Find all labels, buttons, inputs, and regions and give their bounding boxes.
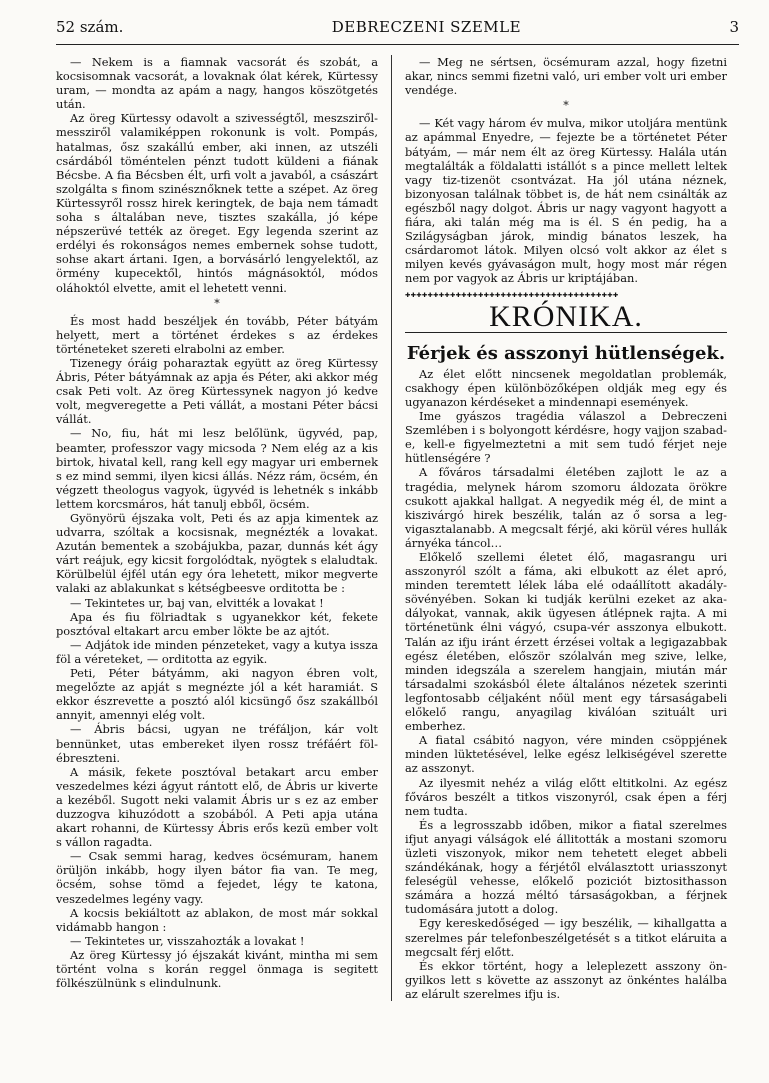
- paragraph: És most hadd beszéljek én tovább, Péter bátyám helyett, mert a történet érdekes s az érdekes történeteket szereti elrabolni az ember.: [56, 313, 378, 356]
- right-column: [391, 55, 727, 1001]
- issue-number: 52 szám.: [56, 18, 124, 36]
- left-column: [56, 55, 391, 1001]
- paragraph: — Két vagy három év mulva, mikor utoljára mentünk az apámmal Enyedre, — fejezte be a történetet Péter bátyám, — már nem élt az öreg Kürtessy. Halála után megtalálták a földalatti istállót s a pince mellett leltek vagy tiz-tizenöt csontvázat. Ha jól utána néznek, bizonyosan találnak többet is, de hát nem csinálták az egészből nagy dolgot. Ábris ur nagy vagyont hagyott a fiára, aki talán még ma is él. S én pedig, ha a Szilágyságban járok, mindig bánatos leszek, ha csárdaromot látok. Milyen olcsó volt akkor az élet s milyen kevés gyávaságon mult, hogy most már régen nem por vagyok az Ábris ur kriptájában.: [405, 116, 727, 286]
- article-paragraph: És a legrosszabb időben, mikor a fiatal szerelmes ifjut anyagi válságok elé állitották a mostani szomoru üzleti viszonyok, mikor nem tehetett eleget abbeli szándékának, hogy a férjétől elválasztott uriasszonyt feleségül vehesse, előkelő poziciót biztosithasson számára a hozzá méltó társaságokban, a férjnek tudomására jutott a dolog.: [405, 817, 727, 917]
- page-header: [56, 18, 739, 38]
- paragraph: Gyönyörü éjszaka volt, Peti és az apja kimentek az udvarra, szóltak a kocsisnak, megnézték a lovakat. Azután bementek a szobájukba, pazar, dunnás két ágy várt reájuk, egy kicsit forgolódtak, nyögtek s elaludtak. Körülbelül éjfél után egy óra lehetett, mikor megverte valaki az ablakunkat s kétségbeesve orditotta be :: [56, 511, 378, 596]
- publication-title: DEBRECZENI SZEMLE: [331, 18, 522, 36]
- article-paragraph: Egy kereskedőséged — igy beszélik, — kihallgatta a szerelmes pár telefonbeszélgetését s a titkot eláruita a megcsalt férj előtt.: [405, 916, 727, 959]
- paragraph: — Tekintetes ur, baj van, elvitték a lovakat !: [70, 595, 324, 610]
- paragraph: — Csak semmi harag, kedves öcsémuram, hanem örüljön inkább, hogy ilyen bátor fia van. Te meg, öcsém, sohse tömd a fejedet, légy te katona, veszedelmes legény vagy.: [56, 849, 378, 906]
- paragraph: — Meg ne sértsen, öcsémuram azzal, hogy fizetni akar, nincs semmi fizetni való, uri ember volt uri ember vendége.: [405, 55, 727, 98]
- paragraph: Apa és fiu fölriadtak s ugyanekkor két, fekete posztóval eltakart arcu ember lökte be az ajtót.: [56, 609, 378, 638]
- page-number: 3: [729, 18, 739, 36]
- paragraph: Az öreg Kürtessy odavolt a szivességtől, meszsziről-messziről valamiképpen rokonunk is volt. Pompás, hatalmas, ősz szakállú ember, aki innen, az utszéli csárdából töméntelen pénzt tudott küldeni a fiának Bécsbe. A fia Bécsben élt, urfi volt a javaból, a császárt szolgálta s finom szinésznőknek tette a szépet. Az öreg Kürtessyről rossz hirek keringtek, de baja nem támadt soha s általában neve, tisztes szakálla, jó képe népszerüvé tették az öreget. Egy legenda szerint az erdélyi és rokonságos nemes embernek sohse tudott, sohse akart ártani. Igen, a borvásárló lengyelektől, az örmény kupecektől, hintós mágnásoktól, módos oláhoktól elvette, amit el lehetett venni.: [56, 111, 378, 295]
- section-break-star: *: [563, 99, 569, 113]
- article-paragraph: Előkelő szellemi életet élő, magasrangu uri asszonyról szólt a fáma, aki elbukott az élet apró, minden teremtett lélek lába elé odaállított akadálysövényében. Sokan ki tudják kerülni ezeket az akadályokat, vannak, akik ügyesen átlépnek rajta. A mi történetünk élni vágyó, csupa-vér asszonya elbukott. Talán az ifju iránt érzett érzései voltak a legigazabbak egész életében, először szólalván meg szive, lelke, minden idegszála a szerelem hangjain, miután már társadalmi szokásból élete általános nézetek szerinti legfontosabb céljaként nőül ment egy társaságabeli előkelő rangu, anyagilag kiválóan szituált uri emberhez.: [405, 550, 727, 734]
- paragraph: — No, fiu, hát mi lesz belőlünk, ügyvéd, pap, beamter, professzor vagy micsoda ? Nem elég az a kis birtok, hivatal kell, rang kell egy magyar uri embernek s ez mind semmi, ilyen kicsi állás. Nézz rám, öcsém, én végzett theologus vagyok, ügyvéd is lehetnék s inkább lettem korcsmáros, hát tanulj ebből, öcsém.: [56, 426, 378, 511]
- article-paragraph: Ime gyászos tragédia válaszol a Debreczeni Szemlében i s bolyongott kérdésre, hogy vajjon szabad-e, kell-e figyelmeztetni a mit sem tudó férjet neje hütlenségére ?: [405, 409, 727, 466]
- article-paragraph: A fiatal csábitó nagyon, vére minden csöppjének minden lüktetésével, lelke egész lelkiségével szerette az asszonyt.: [405, 733, 727, 776]
- paragraph: — Tekintetes ur, visszahozták a lovakat !: [70, 933, 305, 948]
- header-rule: [56, 44, 739, 45]
- article-paragraph: És ekkor történt, hogy a leleplezett asszony öngyilkos lett s követte az asszonyt az önkéntes halálba az elárult szerelmes ifju is.: [405, 958, 727, 1001]
- ornamental-divider: ✚✚✚✚✚✚✚✚✚✚✚✚✚✚✚✚✚✚✚✚✚✚✚✚✚✚✚✚✚✚✚✚✚✚✚✚✚✚: [405, 289, 619, 300]
- section-break-star: *: [214, 296, 220, 310]
- article-title: Férjek és asszonyi hütlenségek.: [406, 342, 726, 364]
- paragraph: Tizenegy óráig poharaztak együtt az öreg Kürtessy Ábris, Péter bátyámnak az apja és Péter, aki akkor még csak Peti volt. Az öreg Kürtessynek nagyon jó kedve volt, megveregette a Peti vállát, a mostani Péter bácsi vállát.: [56, 355, 378, 427]
- paragraph: Az öreg Kürtessy jó éjszakát kivánt, mintha mi sem történt volna s korán reggel önmaga is segitett fölkészülnünk s elindulnunk.: [56, 947, 378, 991]
- paragraph: Peti, Péter bátyámm, aki nagyon ébren volt, megelőzte az apját s megnézte jól a két haramiát. S ekkor észrevette a posztó alól kicsüngő ősz szakállból annyit, amennyi elég volt.: [56, 666, 378, 723]
- article-paragraph: Az ilyesmit nehéz a világ előtt eltitkolni. Az egész főváros beszélt a titkos viszonyról, csak épen a férj nem tudta.: [405, 775, 727, 818]
- paragraph: — Nekem is a fiamnak vacsorát és szobát, a kocsisomnak vacsorát, a lovaknak ólat kérek, Kürtessy uram, — mondta az apám a nagy, hangos köszötgetés után.: [56, 55, 378, 112]
- paragraph: A kocsis bekiáltott az ablakon, de most már sokkal vidámabb hangon :: [56, 905, 378, 934]
- columns: [56, 55, 739, 1001]
- article-paragraph: Az élet előtt nincsenek megoldatlan problemák, csakhogy épen különbözőképen oldják meg egy és ugyanazon kérdéseket a mindennapi események.: [405, 366, 727, 409]
- paragraph: — Adjátok ide minden pénzeteket, vagy a kutya issza föl a véreteket, — orditotta az egyik.: [56, 637, 378, 666]
- section-title: KRÓNIKA.: [489, 299, 643, 333]
- paragraph: — Ábris bácsi, ugyan ne tréfáljon, kár volt bennünket, utas embereket ilyen rossz tréfáért fölébreszteni.: [56, 722, 378, 765]
- paragraph: A másik, fekete posztóval betakart arcu ember veszedelmes kézi ágyut rántott elő, de Ábris ur kiverte a kezéből. Sugott neki valamit Ábris ur s ez az ember duzzogva kihuzódott a szobából. A Peti apja utána akart rohanni, de Kürtessy Ábris erős kezü ember volt s vállon ragadta.: [56, 764, 378, 850]
- article-paragraph: A főváros társadalmi életében zajlott le az a tragédia, melynek három szomoru áldozata örökre csukott ajakkal hallgat. A negyedik még él, de mint a kiszivárgó hirek beszélik, talán az ő sorsa a legvigasztalanabb. A megcsalt férjé, aki körül véres hullák árnyéka táncol…: [405, 465, 727, 550]
